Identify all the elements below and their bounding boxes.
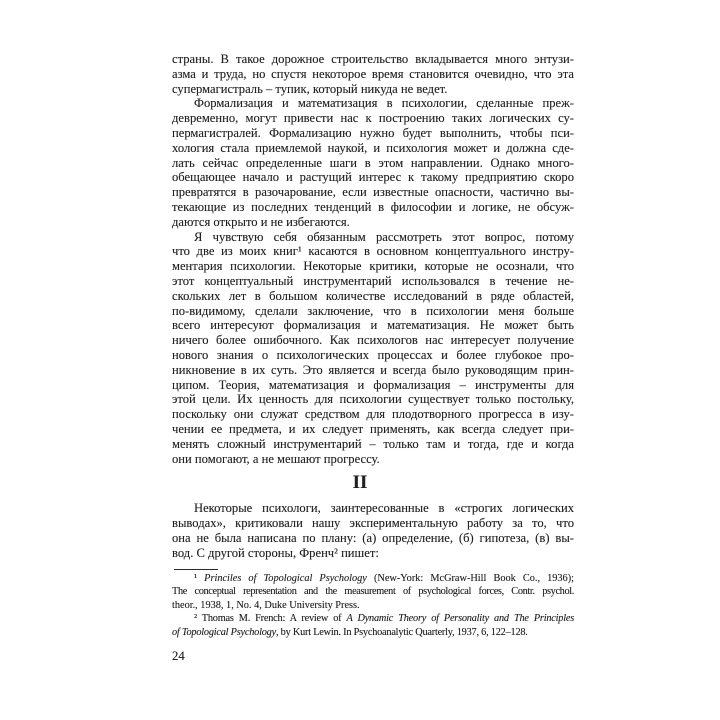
- paragraph: [172, 52, 574, 96]
- body-line: всего интересуют формализация и математизация. Не может быть: [172, 318, 574, 333]
- body-line: ничего более ошибочного. Как психологов нас интересует получение: [172, 333, 574, 348]
- body-line: менять сложный инструментарий – только там и тогда, где и когда: [172, 436, 574, 451]
- body-line: вод. С другой стороны, Френч² пишет:: [172, 545, 379, 560]
- body-line: поскольку они служат средством для плодотворного прогресса в изу-: [172, 407, 574, 422]
- body-line: текающие из последних тенденций в философии и логике, не обсуж-: [172, 199, 574, 214]
- body-line: этой цели. Их ценность для психологии существует только постольку,: [172, 392, 574, 407]
- body-line: скольких лет в большом количестве исследований в ряде областей,: [172, 288, 574, 303]
- body-line: ципом. Теория, математизация и формализация – инструменты для: [172, 377, 574, 392]
- body-line: хология стала приемлемой наукой, и психология может и должна сде-: [172, 140, 574, 155]
- body-line: страны. В такое дорожное строительство вкладывается много энтузи-: [172, 52, 574, 66]
- footnotes: [172, 569, 574, 640]
- body-line: Формализация и математизация в психологии, сделанные преж-: [194, 96, 574, 111]
- footnote-line: theor., 1938, 1, No. 4, Duke University Press.: [172, 599, 360, 611]
- body-line: этот концептуальный инструментарий использовался в течение не-: [172, 273, 574, 288]
- body-line: они помогают, а не мешают прогрессу.: [172, 451, 380, 466]
- body-line: чении ее предмета, и их следует применять, как всегда следует при-: [172, 421, 574, 436]
- section-heading: II: [352, 472, 368, 494]
- body-line: даются открыто и не избегаются.: [172, 214, 350, 229]
- body-line: Я чувствую себя обязанным рассмотреть этот вопрос, потому: [194, 229, 574, 244]
- body-line: ментария психологии. Некоторые критики, которые не осознали, что: [172, 259, 574, 274]
- body-line: она не была написана по плану: (а) определение, (б) гипотеза, (в) вы-: [172, 530, 574, 545]
- footnote-blocks: [172, 572, 574, 640]
- body-line: азма и труда, но спустя некоторое время становится очевидно, что эта: [172, 66, 574, 81]
- body-line: по-видимому, сделали заключение, что в психологии меня больше: [172, 303, 574, 318]
- paragraph: [172, 230, 574, 467]
- footnote-line: of Topological Psychology, by Kurt Lewin. In Psychoanalytic Quarterly, 1937, 6, 122–128.: [172, 626, 528, 638]
- footnote: [172, 572, 574, 613]
- footnote-line: The conceptual representation and the measurement of psychological forces, Contr. psychol.: [172, 586, 574, 598]
- body-line: лать сейчас определенные шаги в этом направлении. Однако много-: [172, 155, 574, 170]
- footnote-line: ¹ Princiles of Topological Psychology (New-York: McGraw-Hill Book Co., 1936);: [194, 572, 574, 584]
- body-line: превратятся в разочарование, если известные опасности, частично вы-: [172, 185, 574, 200]
- footnote-separator: [174, 569, 218, 570]
- footnote: [172, 612, 574, 639]
- body-line: никновение в их суть. Это является и всегда было руководящим прин-: [172, 362, 574, 377]
- footnote-line: ² Thomas M. French: A review of A Dynamic Theory of Personality and The Principles: [194, 613, 574, 625]
- body-line: супермагистраль – тупик, который никуда не ведет.: [172, 81, 448, 96]
- body-line: Некоторые психологи, заинтересованные в «строгих логических: [194, 501, 574, 516]
- body-line: нового знания о психологических процессах и более глубокое про-: [172, 347, 574, 362]
- text-column: [172, 52, 574, 663]
- body-line: пермагистралей. Формализацию нужно будет выполнить, чтобы пси-: [172, 125, 574, 140]
- body-blocks: [172, 52, 574, 561]
- body-line: выводах», критиковали нашу экспериментальную работу за то, что: [172, 516, 574, 531]
- page-number: 24: [172, 649, 185, 664]
- body-line: что две из моих книг¹ касаются в основном концептуального инстру-: [172, 244, 574, 259]
- paragraph: [172, 501, 574, 560]
- body-line: девременно, могут привести нас к построению таких логических су-: [172, 111, 574, 126]
- body-line: обещающее начало и растущий интерес к такому предприятию скоро: [172, 170, 574, 185]
- paragraph: [172, 96, 574, 229]
